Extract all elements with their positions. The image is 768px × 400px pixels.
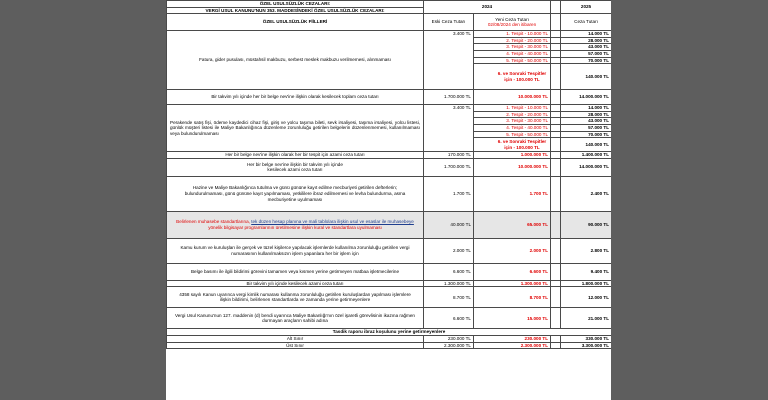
- section1-label: Fatura, gider pusulası, müstahsil makbuzu, serbest meslek makbuzu verilmemesi, alınmaması: [167, 31, 424, 90]
- table-row: 2. Tespit - 20.000 TL 28.000 TL: [167, 37, 612, 44]
- table-row: Alt Sınır 230.000 TL 230.000 TL 330.000 TL: [167, 335, 612, 342]
- year-2025: 2025: [561, 1, 611, 14]
- table-row: Bir takvim yılı içinde her bir belge nev'ine ilişkin olarak kesilecek toplam ceza tutarı 1.700.000 TL 10.000.000 TL 14.000.000 TL: [167, 90, 612, 105]
- header-row-3: [167, 14, 612, 31]
- year-2024: 2024: [424, 1, 551, 14]
- table-row: 5. Tespit - 50.000 TL 70.000 TL: [167, 131, 612, 138]
- table-row: Her bir belge nev'ine ilişkin bir takvim yılı içinde kesilecek azami ceza tutarı 1.700.000 TL 10.000.000 TL 14.000.000 TL: [167, 158, 612, 176]
- table-row: Kamu kurum ve kuruluşları ile gerçek ve tüzel kişilerce yapılacak işlemlerde kullanılma zorunluluğu getirilen vergi numarasının kullanılmaksızın işlem yapanlara her bir işlem için 2.000 TL 2.000 TL 2.800 TL: [167, 238, 612, 263]
- table-row: Üst Sınır 2.300.000 TL 2.300.000 TL 3.300.000 TL: [167, 342, 612, 349]
- table-row: Tasdik raporu ibraz koşulunu yerine getirmeyenlere: [167, 329, 612, 336]
- table-row: Perakende satış fişi, ödeme kaydedici cihaz fişi, giriş ve yolcu taşıma bileti, sevk irsaliyesi, taşıma irsaliyesi, yolcu listesi, günlük müşteri listesi ile Maliye Bakanlığınca düzenleme zorunluluğu getirilen belgelerin düzenlenmemesi, kullanılmaması veya bulundurulmaması 3.400 TL 1. Tespit - 10.000 TL 14.000 TL: [167, 105, 612, 112]
- header-row-1: [167, 1, 612, 8]
- section1-old: 3.400 TL: [424, 31, 474, 90]
- table-row: 4358 sayılı Kanun uyarınca vergi kimlik numarası kullanma zorunluluğu getirilen kuruluşlardan yapılması işlemlere ilişkin bildirimi, belirlenen standartlarda ve zamanda yerine getirmeyenlere 8.700 TL 8.700 TL 12.000 TL: [167, 287, 612, 308]
- column-label-header: ÖZEL USULSÜZLÜK FİİLLERİ: [167, 14, 424, 31]
- table-row: Fatura, gider pusulası, müstahsil makbuzu, serbest meslek makbuzu verilmemesi, alınmaması 3.400 TL 1. Tespit - 10.000 TL 14.000 TL: [167, 31, 612, 38]
- row-d-label: Belirlenen muhasebe standartlarına, tek düzen hesap planına ve mali tablolara ilişkin usul ve esaslar ile muhasebeye yönelik bilgisayar programlarının üretilmesine ilişkin kural ve standartlara uyulmaması: [167, 211, 424, 238]
- header-title-1: ÖZEL USULSÜZLÜK CEZALARI:: [167, 1, 424, 8]
- spreadsheet-sheet: [166, 0, 611, 400]
- table-row: Hazine ve Maliye Bakanlığınca tutulma ve günü gününe kayıt edilme mecburiyeti getirilen defterlerin; bulundurulmaması, günü gününe kayıt yapılmaması, yetkililere ibraz edilmemesi ve levha bulundurma, asma mecburiyetine uyulmaması 1.700 TL 1.700 TL 2.400 TL: [167, 176, 612, 211]
- table-row: 4. Tespit - 40.000 TL 57.000 TL: [167, 124, 612, 131]
- column-2025-header: Ceza Tutarı: [561, 14, 611, 31]
- table-row: 2. Tespit - 20.000 TL 28.000 TL: [167, 111, 612, 118]
- table-row: Her bir belge nev'ine ilişkin olarak her bir tespit için azami ceza tutarı 170.000 TL 1.000.000 TL 1.400.000 TL: [167, 152, 612, 159]
- table-row: 6. ve Sonraki Tespitler için - 100.000 TL 140.000 TL: [167, 64, 612, 90]
- table-row: Vergi Usul Kanunu'nun 127. maddenin (d) bendi uyarınca Maliye Bakanlığı'nın özel işaretli görevlisinin ikazına rağmen durmayan araçların sahibi adına 6.600 TL 15.000 TL 21.000 TL: [167, 308, 612, 329]
- table-row: 4. Tespit - 40.000 TL 57.000 TL: [167, 50, 612, 57]
- penalty-table: [166, 0, 611, 349]
- header-title-2: VERGİ USUL KANUNU'NUN 353. MADDESİNDEKİ ÖZEL USULSÜZLÜK CEZALARI:: [167, 7, 424, 14]
- table-row: 6. ve Sonraki Tespitler için - 100.000 TL 140.000 TL: [167, 138, 612, 152]
- table-row: 3. Tespit - 30.000 TL 43.000 TL: [167, 44, 612, 51]
- section2-label: Perakende satış fişi, ödeme kaydedici cihaz fişi, giriş ve yolcu taşıma bileti, sevk irsaliyesi, taşıma irsaliyesi, yolcu listesi, günlük müşteri listesi ile Maliye Bakanlığınca düzenleme zorunluluğu getirilen belgelerin düzenlenmemesi, kullanılmaması veya bulundurulmaması: [167, 105, 424, 152]
- table-row: Bir takvim yılı içinde kesilecek azami ceza tutarı 1.300.000 TL 1.300.000 TL 1.800.000 TL: [167, 280, 612, 287]
- section2-old: 3.400 TL: [424, 105, 474, 152]
- column-old-header: Eski Ceza Tutarı: [424, 14, 474, 31]
- table-row: Belge basımı ile ilgili bildirimi görevini tamamen veya kısmen yerine getirmeyen matbaa işletmecilerine 6.600 TL 6.600 TL 9.400 TL: [167, 263, 612, 280]
- table-row: 5. Tespit - 50.000 TL 70.000 TL: [167, 57, 612, 64]
- column-new-header: Yeni Ceza Tutarı 02/08/2024 den itibaren: [474, 14, 551, 31]
- table-row: 3. Tespit - 30.000 TL 43.000 TL: [167, 118, 612, 125]
- table-row: Belirlenen muhasebe standartlarına, tek düzen hesap planına ve mali tablolara ilişkin usul ve esaslar ile muhasebeye yönelik bilgisayar programlarının üretilmesine ilişkin kural ve standartlara uyulmaması 40.000 TL 65.000 TL 90.000 TL: [167, 211, 612, 238]
